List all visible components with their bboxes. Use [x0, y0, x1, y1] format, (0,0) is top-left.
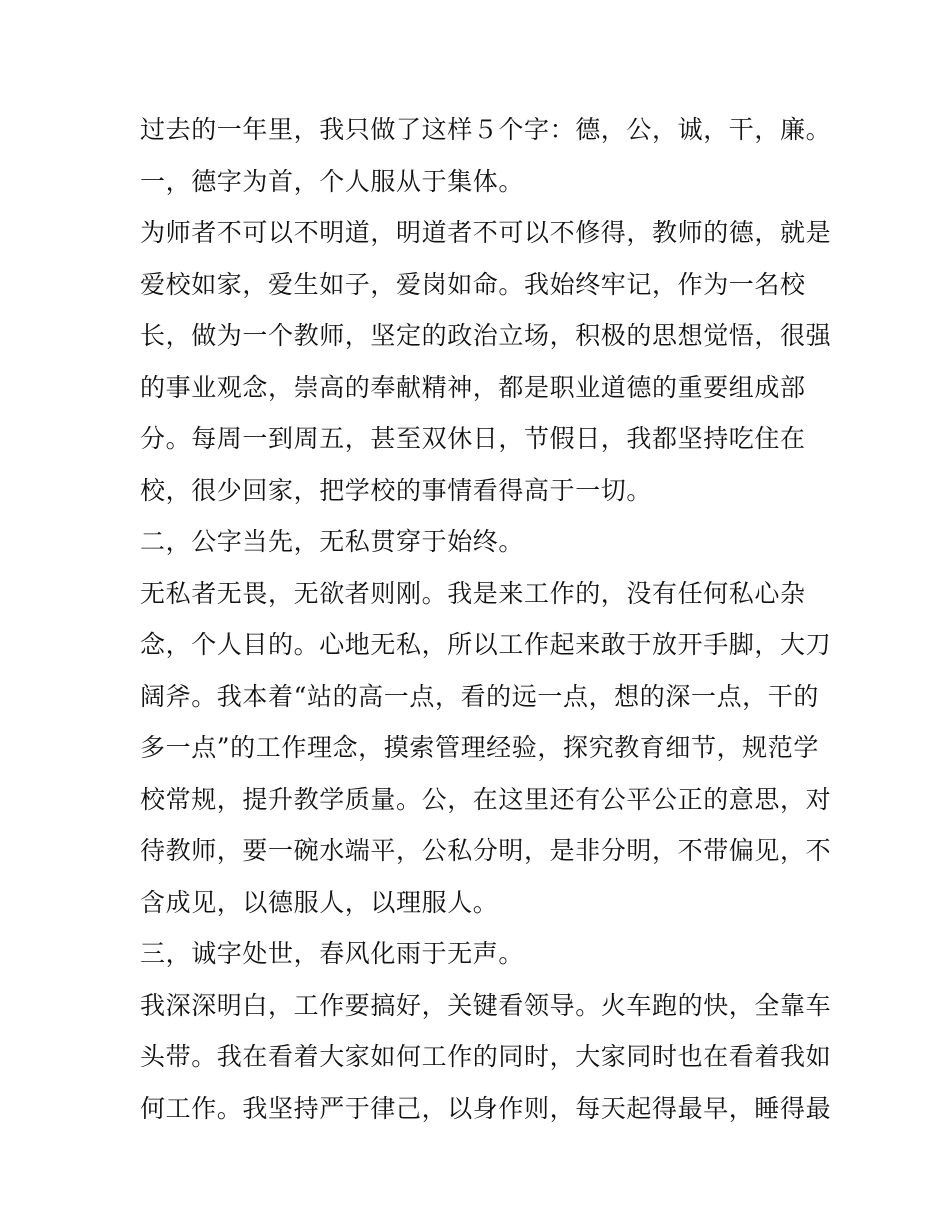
text-line: 过去的一年里，我只做了这样５个字：德，公，诚，干，廉。: [140, 115, 832, 144]
text-line: 为师者不可以不明道，明道者不可以不修得，教师的德，就是: [140, 218, 832, 247]
text-line: 长，做为一个教师，坚定的政治立场，积极的思想觉悟，很强: [140, 321, 832, 350]
text-line: 分。每周一到周五，甚至双休日，节假日，我都坚持吃住在: [140, 424, 806, 453]
text-line: 爱校如家，爱生如子，爱岗如命。我始终牢记，作为一名校: [140, 269, 806, 299]
text-line: 校，很少回家，把学校的事情看得高于一切。: [140, 475, 653, 505]
document-body: [140, 104, 832, 1134]
text-line: 的事业观念，崇高的奉献精神，都是职业道德的重要组成部: [140, 372, 806, 402]
text-line: 待教师，要一碗水端平，公私分明，是非分明，不带偏见，不: [140, 836, 832, 865]
text-line: 阔斧。我本着“站的高一点，看的远一点，想的深一点，干的: [140, 681, 819, 711]
text-line: 校常规，提升教学质量。公，在这里还有公平公正的意思，对: [140, 784, 832, 814]
text-line: 我深深明白，工作要搞好，关键看领导。火车跑的快，全靠车: [140, 990, 832, 1020]
section-heading: 二，公字当先，无私贯穿于始终。: [140, 527, 525, 556]
section-heading: 三，诚字处世，春风化雨于无声。: [140, 939, 525, 968]
text-line: 多一点”的工作理念，摸索管理经验，探究教育细节，规范学: [140, 733, 819, 762]
text-line: 念，个人目的。心地无私，所以工作起来敢于放开手脚，大刀: [140, 630, 832, 659]
text-line: 何工作。我坚持严于律己，以身作则，每天起得最早，睡得最: [140, 1093, 832, 1123]
section-heading: 一，德字为首，个人服从于集体。: [140, 166, 525, 196]
text-line: 头带。我在看着大家如何工作的同时，大家同时也在看着我如: [140, 1042, 832, 1071]
text-line: 含成见，以德服人，以理服人。: [140, 887, 499, 917]
text-line: 无私者无畏，无欲者则刚。我是来工作的，没有任何私心杂: [140, 578, 806, 608]
